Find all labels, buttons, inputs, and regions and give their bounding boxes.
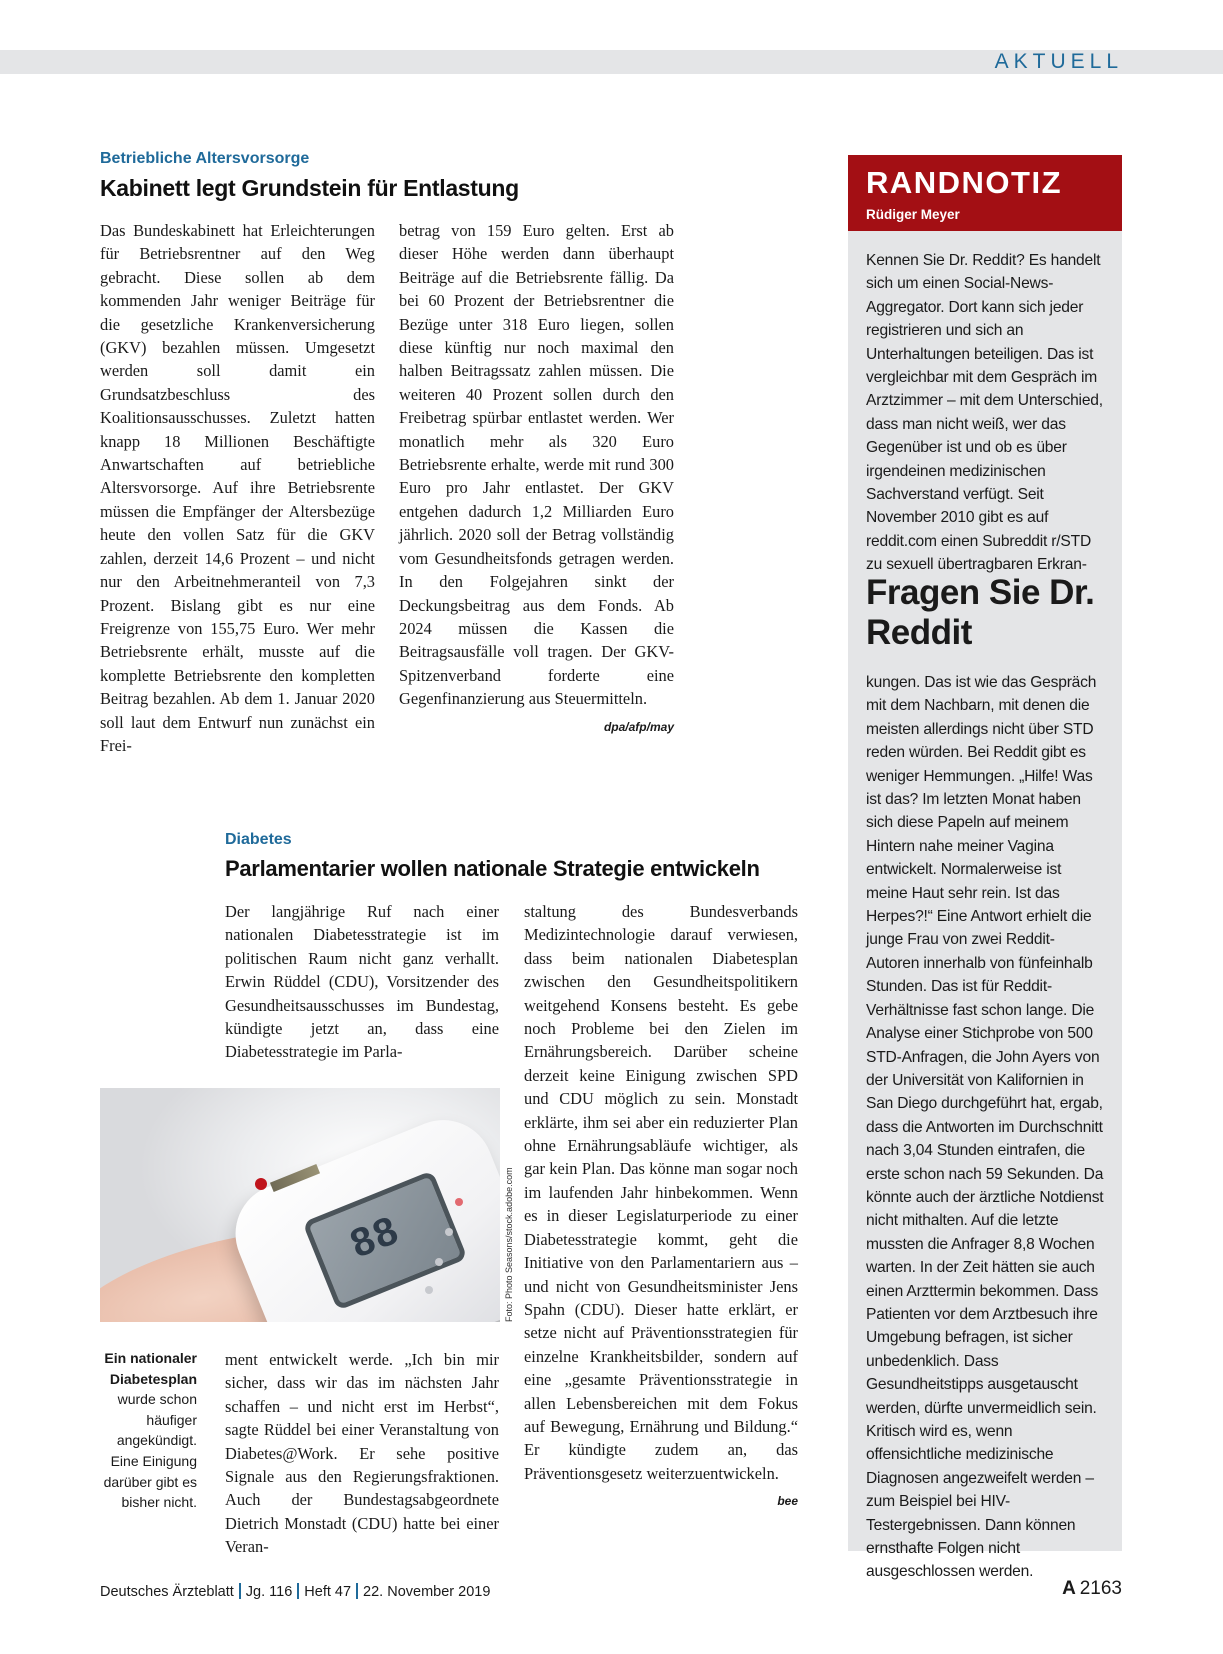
diabetes-photo	[100, 1088, 500, 1322]
article2-kicker: Diabetes	[225, 831, 292, 848]
article1-kicker: Betriebliche Altersvorsorge	[100, 150, 310, 167]
footer-volume: Jg. 116	[245, 1584, 293, 1600]
page-number-prefix: A	[1062, 1578, 1076, 1599]
article2-column-1-top: Der langjährige Ruf nach einer nationalen Diabetesstrategie ist im politischen Raum nicht ganz verhallt. Erwin Rüddel (CDU), Vorsitzender des Gesundheitsausschusses im Bundestag, kündigte jetzt an, dass eine Diabetesstrategie im Parla-	[225, 902, 499, 1062]
footer-separator	[356, 1583, 358, 1599]
article2-column-2-text: staltung des Bundesverbands Medizintechnologie darauf verwiesen, dass beim nationalen Diabetesplan zwischen den Gesundheitspolitikern weitgehend Konsens besteht. Es gebe noch Probleme bei den Zielen im Ernährungsbereich. Darüber scheine derzeit keine Einigung zwischen SPD und CDU möglich zu sein. Monstadt erklärte, ihm sei aber ein reduzierter Plan ohne Ernährungsabläufe wichtiger, als gar kein Plan. Das könne man sogar noch im laufenden Jahr hinbekommen. Wenn es in dieser Legislaturperiode zu einer Diabetesstrategie kommt, geht die Initiative von den Parlamentariern aus – und nicht von Gesundheitsminister Jens Spahn (CDU). Dieser hatte erklärt, er setze nicht auf Präventionsstrategien für einzelne Krankheitsbilder, sondern auf eine „gesamte Präventionsstrategie in allen Lebensbereichen mit dem Fokus auf Bewegung, Ernährung und Bildung.“ Er kündigte zudem an, das Präventionsgesetz weiterzuentwickeln.	[524, 902, 798, 1483]
meter-digits: 88	[344, 1207, 406, 1267]
randnotiz-headline: Fragen Sie Dr. Reddit	[866, 573, 1095, 652]
page-number	[1062, 1578, 1122, 1600]
footer-date: 22. November 2019	[363, 1584, 491, 1600]
footer-journal: Deutsches Ärzteblatt	[100, 1584, 234, 1600]
section-label: AKTUELL	[994, 50, 1123, 73]
randnotiz-text-1: Kennen Sie Dr. Reddit? Es handelt sich um einen Social-News-Aggregator. Dort kann sich jeder registrieren und sich an Unterhaltungen beteiligen. Das ist vergleichbar mit dem Gespräch im Arztzimmer – mit dem Unterschied, dass man nicht weiß, wer das Gegenüber ist und ob es über irgendeinen medizinischen Sachverstand verfügt. Seit November 2010 gibt es auf reddit.com einen Subreddit r/STD zu sexuell übertragbaren Erkran-	[866, 252, 1103, 574]
page-number-value: 2163	[1079, 1578, 1122, 1599]
article1-headline: Kabinett legt Grundstein für Entlastung	[100, 175, 519, 201]
meter-button	[445, 1228, 453, 1236]
footer-separator	[297, 1583, 299, 1599]
randnotiz-header	[848, 155, 1122, 231]
article1-source: dpa/afp/may	[603, 719, 674, 734]
meter-button	[425, 1286, 433, 1294]
article1-column-2	[399, 219, 674, 739]
photo-caption-text: wurde schon häufiger angekündigt. Eine Einigung darüber gibt es bisher nicht.	[103, 1391, 197, 1511]
photo-caption-bold: Ein nationaler Diabetesplan	[104, 1350, 197, 1387]
randnotiz-author: Rüdiger Meyer	[866, 207, 960, 222]
footer-separator	[239, 1583, 241, 1599]
article2-headline: Parlamentarier wollen nationale Strategie entwickeln	[225, 856, 760, 881]
article2-source: bee	[777, 1494, 798, 1509]
footer	[100, 1583, 490, 1600]
article1-column-2-text: betrag von 159 Euro gelten. Erst ab dieser Höhe werden dann überhaupt Beiträge auf die Betriebsrente fällig. Da bei 60 Prozent der Betriebsrentner die Bezüge unter 318 Euro liegen, sollen diese künftig nur noch maximal den halben Beitragssatz zahlen müssen. Die weiteren 40 Prozent sollen durch den Freibetrag spürbar entlastet werden. Wer monatlich mehr als 320 Euro Betriebsrente erhalte, werde mit rund 300 Euro pro Jahr entlastet. Der GKV entgehen dadurch 1,2 Milliarden Euro jährlich. 2020 soll der Betrag vollständig vom Gesundheitsfonds getragen werden. In den Folgejahren sinkt der Deckungsbeitrag aus dem Fonds. Ab 2024 müssen die Kassen die Beitragsausfälle voll tragen. Der GKV-Spitzenverband forderte eine Gegenfinanzierung aus Steuermitteln.	[399, 221, 674, 709]
photo-caption	[100, 1348, 197, 1513]
article2-column-1-bottom: ment entwickelt werde. „Ich bin mir sicher, dass wir das im nächsten Jahr schaffen – und nicht erst im Herbst“, sagte Rüddel bei einer Veranstaltung von Diabetes@Work. Er sehe positive Signale aus den Regierungsfraktionen. Auch der Bundestagsabgeordnete Dietrich Monstadt (CDU) hatte bei einer Veran-	[225, 1350, 499, 1557]
randnotiz-sidebar	[848, 155, 1122, 1581]
randnotiz-title: RANDNOTIZ	[866, 165, 1063, 200]
footer-issue: Heft 47	[304, 1584, 352, 1600]
meter-button	[435, 1258, 443, 1266]
meter-button	[455, 1198, 463, 1206]
article1-column-1: Das Bundeskabinett hat Erleichterungen für Betriebsrentner auf den Weg gebracht. Diese sollen ab dem kommenden Jahr weniger Beiträge für die gesetzliche Krankenversicherung (GKV) bezahlen müssen. Umgesetzt werden soll damit ein Grundsatzbeschluss des Koalitionsausschusses. Zuletzt hatten knapp 18 Millionen Beschäftigte Anwartschaften auf betriebliche Altersvorsorge. Auf ihre Betriebsrente müssen die Empfänger der Altersbezüge heute den vollen Satz für die GKV zahlen, derzeit 14,6 Prozent – und nicht nur den Arbeitnehmeranteil von 7,3 Prozent. Bislang gibt es nur eine Freigrenze von 155,75 Euro. Wer mehr Betriebsrente erhält, musste auf die komplette Betriebsrente den kompletten Beitrag bezahlen. Ab dem 1. Januar 2020 soll laut dem Entwurf nun zunächst ein Frei-	[100, 221, 375, 755]
blood-drop-icon	[255, 1178, 267, 1190]
photo-credit: Foto: Photo Seasons/stock.adobe.com	[504, 1167, 514, 1322]
article2-column-2	[524, 900, 798, 1514]
randnotiz-text-2: kungen. Das ist wie das Gespräch mit dem Nachbarn, mit denen die meisten allerdings nicht über STD reden würden. Bei Reddit gibt es weniger Hemmungen. „Hilfe! Was ist das? Im letzten Monat haben sich diese Papeln auf meinem Hintern nahe meiner Vagina entwickelt. Normalerweise ist meine Haut sehr rein. Ist das Herpes?!“ Eine Antwort erhielt die junge Frau von zwei Reddit-Autoren innerhalb von fünfeinhalb Stunden. Das ist für Reddit-Verhältnisse fast schon lange. Die Analyse einer Stichprobe von 500 STD-Anfragen, die John Ayers von der Universität von Kalifornien in San Diego durchgeführt hat, ergab, dass die Antworten im Durchschnitt nach 3,04 Stunden eintrafen, die erste schon nach 59 Sekunden. Da könnte auch der ärztliche Notdienst nicht mithalten. Auf die letzte mussten die Anfrager 8,8 Wochen warten. In der Zeit hätten sie auch einen Arzttermin bekommen. Dass Patienten vor dem Arztbesuch ihre Umgebung befragen, ist sicher unbedenklich. Dass Gesundheitstipps ausgetauscht werden, dürfte unvermeidlich sein. Kritisch wird es, wenn offensichtliche medizinische Diagnosen angezweifelt werden – zum Beispiel bei HIV-Testergebnissen. Dann können ernsthafte Folgen nicht ausgeschlossen werden.	[866, 674, 1104, 1581]
